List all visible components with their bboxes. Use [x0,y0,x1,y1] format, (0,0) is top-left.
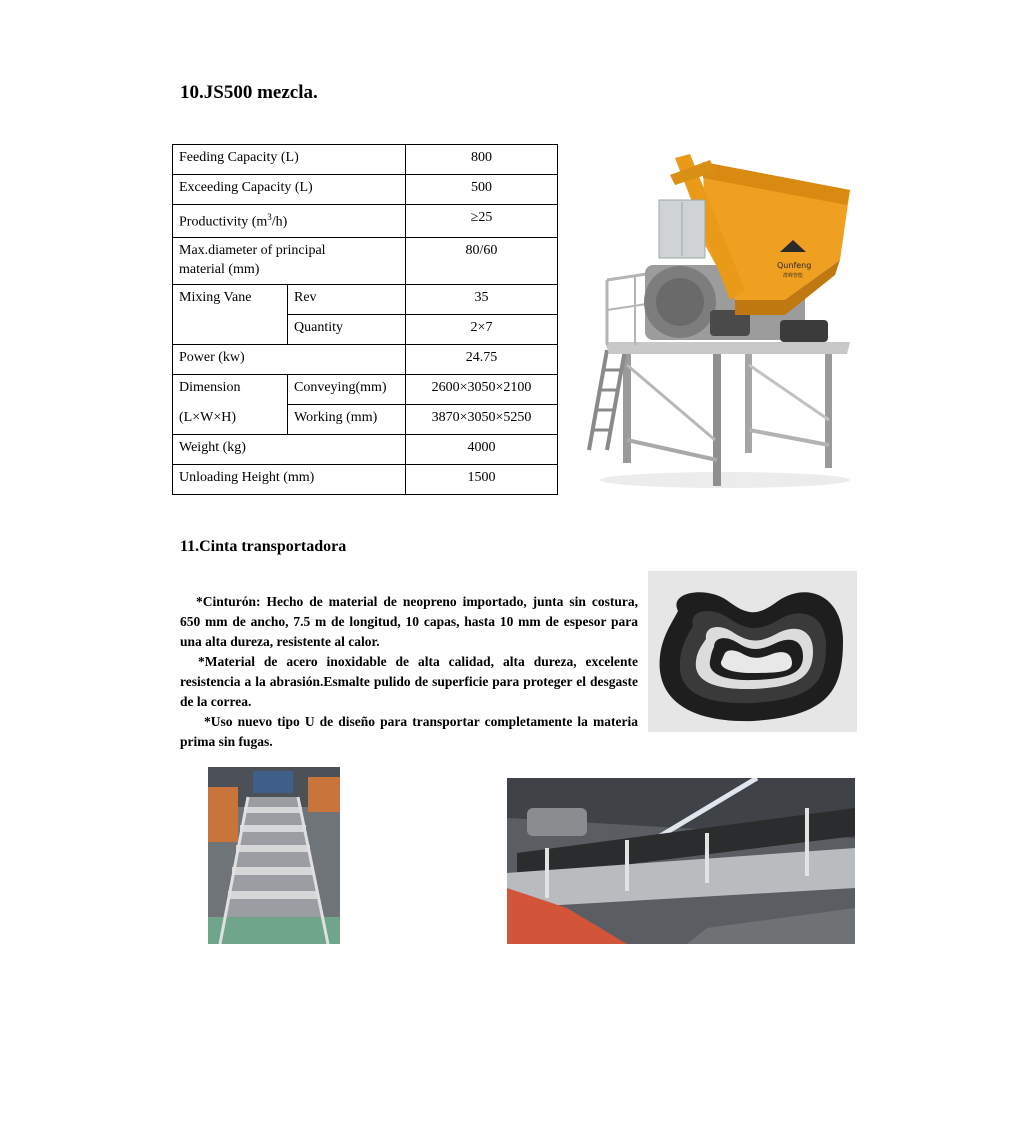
belt-image [648,571,857,732]
paragraph-belt: *Cinturón: Hecho de material de neopreno importado, junta sin costura, 650 mm de ancho, 7.5 m de longitud, 10 capas, hasta 10 mm de espesor para una alta dureza, resistente al calor. [180,594,638,649]
table-row [173,145,558,175]
cell-label [173,205,406,238]
paragraph-steel: *Material de acero inoxidable de alta calidad, alta dureza, excelente resistencia a la abrasión.Esmalte pulido de superficie para proteger el desgaste de la correa. [180,654,638,709]
cell-value: 35 [406,284,558,314]
section-title-conveyor: 11.Cinta transportadora [180,538,347,555]
cell-value: 2×7 [406,314,558,344]
brand-logo-sub: 群峰智能 [783,273,804,279]
table-row [173,464,558,494]
productivity-label: Productivity (m [179,214,268,230]
cell-label: Exceeding Capacity (L) [173,175,406,205]
spec-table [172,144,558,495]
cell-sublabel: Conveying(mm) [288,374,406,404]
productivity-unit: /h) [271,214,288,230]
cell-sublabel: Working (mm) [288,404,406,434]
dimension-unit: (L×W×H) [179,409,236,425]
cell-label: Max.diameter of principal material (mm) [173,237,406,284]
cell-label: Weight (kg) [173,434,406,464]
cell-value: ≥25 [406,205,558,238]
table-row [173,434,558,464]
table-row [173,175,558,205]
paragraph-u-design: *Uso nuevo tipo U de diseño para transportar completamente la materia prima sin fugas. [180,714,638,749]
conveyor-image [507,778,855,944]
cell-value: 800 [406,145,558,175]
table-row [173,205,558,238]
cell-value: 4000 [406,434,558,464]
cell-label: Power (kw) [173,344,406,374]
table-row [173,344,558,374]
cell-value: 2600×3050×2100 [406,374,558,404]
cell-value: 1500 [406,464,558,494]
table-row [173,237,558,284]
productivity-sup: 3 [267,212,272,222]
cell-value: 24.75 [406,344,558,374]
table-row [173,284,558,314]
cell-label [173,374,288,434]
cell-label: Feeding Capacity (L) [173,145,406,175]
cell-value: 500 [406,175,558,205]
mixer-image [585,150,860,490]
cell-label: Mixing Vane [173,284,288,344]
section-title-mixer: 10.JS500 mezcla. [180,82,318,103]
cell-sublabel: Quantity [288,314,406,344]
table-row [173,374,558,404]
brand-logo-text: Qunfeng [777,261,812,270]
roller-frame-image [208,767,340,944]
cell-label: Unloading Height (mm) [173,464,406,494]
cell-sublabel: Rev [288,284,406,314]
cell-value: 3870×3050×5250 [406,404,558,434]
cell-value: 80/60 [406,237,558,284]
dimension-label: Dimension [179,379,241,395]
